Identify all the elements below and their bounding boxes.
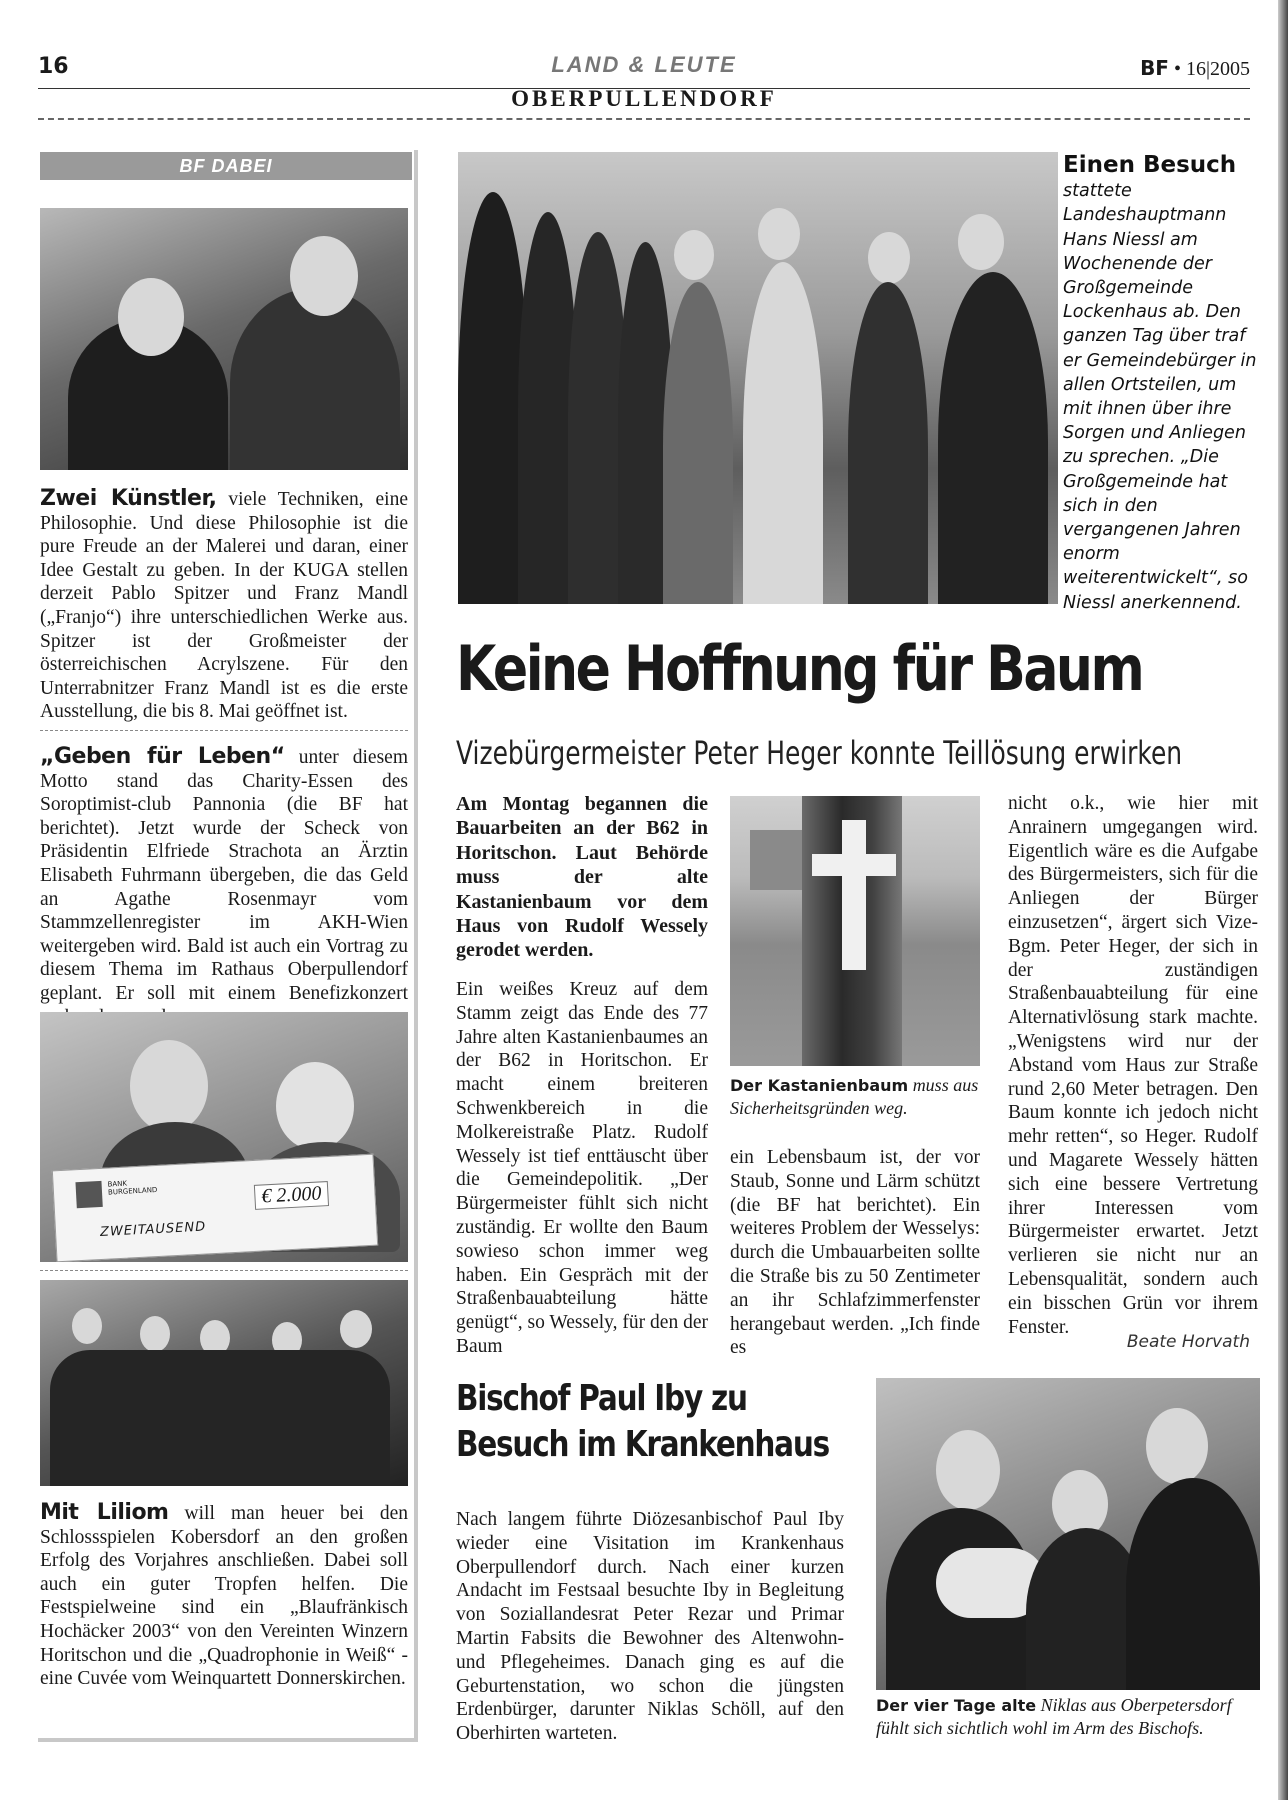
sidebar-divider: [40, 730, 408, 731]
article-intro: Am Montag begannen die Bauarbeiten an der B62 in Horitschon. Laut Behörde muss der alte Kastanienbaum vor dem Haus von Rudolf Wessely gerodet werden.: [456, 793, 708, 962]
byline: Beate Horvath: [1126, 1332, 1250, 1352]
article2-headline: [456, 1376, 829, 1468]
liliom-text: will man heuer bei den Schlossspielen Kobersdorf an den großen Erfolg des Vorjahres anschließen. Dabei soll auch ein guter Tropfen helfen. Die Festspielweine sind ein „Blaufränkisch Hochäcker 2003“ von den Vereinten Winzern Horitschon und die „Quadrophonie in Weiß“ - eine Cuvée vom Weinquartett Donnerskirchen.: [40, 1503, 408, 1690]
rubric-title: LAND & LEUTE: [551, 52, 737, 77]
article-subhead: Vizebürgermeister Peter Heger konnte Teillösung erwirken: [456, 734, 1183, 772]
issue-info: [1140, 56, 1250, 81]
check-photo: [40, 1012, 408, 1262]
article2-body: Nach langem führte Diözesanbischof Paul Iby wieder eine Visitation im Krankenhaus Oberpullendorf durch. Nach einer kurzen Andacht im Festsaal besuchte Iby in Begleitung von Soziallandesrat Peter Rezar und Primar Martin Fabsits die Bewohner des Altenwohn- und Pflegeheimes. Danach ging es auf die Geburtenstation, wo schon die jüngsten Erdenbürger, darunter Niklas Schöll, auf den Oberhirten warteten.: [456, 1509, 844, 1745]
page-binding-shadow: [1278, 0, 1288, 1800]
artists-text: viele Techniken, eine Philosophie. Und diese Philosophie ist die pure Freude an der Malerei und daran, einer Idee Gestalt zu geben. In der KUGA stellen derzeit Pablo Spitzer und Franz Mandl („Franjo“) ihre unterschiedlichen Werke aus. Spitzer ist der Großmeister der österreichischen Acrylszene. Für den Unterrabnitzer Franz Mandl ist es die erste Ausstellung, die bis 8. Mai geöffnet ist.: [40, 489, 408, 723]
publication-name: BF: [1140, 56, 1169, 80]
page-number: 16: [38, 54, 69, 79]
liliom-lead: Mit Liliom: [40, 1500, 169, 1525]
hero-photo: [458, 152, 1058, 604]
check-amount: € 2.000: [254, 1181, 329, 1210]
wine-photo: [40, 1280, 408, 1486]
hero-caption-lead: Einen Besuch: [1063, 152, 1237, 178]
bank-logo-icon: [75, 1181, 102, 1208]
article2-headline-line2: Besuch im Krankenhaus: [456, 1424, 829, 1465]
charity-text: unter diesem Motto stand das Charity-Essen des Soroptimist-club Pannonia (die BF hat berichtet). Jetzt wurde der Scheck von Präsidentin Elfriede Strachota an Ärztin Elisabeth Fuhrmann übergeben, die das Geld an Agathe Rosenmayr vom Stammzellenregister im AKH-Wien weitergeben wird. Bald ist auch ein Vortrag zu diesem Thema im Rathaus Oberpullendorf geplant. Er soll mit einem Benefizkonzert: [40, 747, 408, 1004]
issue-number: 16|2005: [1185, 58, 1250, 80]
artists-photo: [40, 208, 408, 470]
tree-caption-text: muss aus Sicherheitsgründen weg.: [730, 1075, 979, 1118]
article-column-2: ein Lebensbaum ist, der vor Staub, Sonne und Lärm schützt (die BF hat berichtet). Ein weiteres Problem der Wesselys: durch die Umbauarbeiten sollte die Straße bis zu 50 Zentimeter an ihr Schlafzimmerfenster herangebaut werden. „Ich finde es: [730, 1147, 980, 1359]
bishop-photo: [876, 1378, 1260, 1690]
bank-name: BANK BURGENLAND: [107, 1179, 158, 1197]
check: [52, 1154, 378, 1262]
artists-item: [40, 486, 408, 724]
hero-caption-text: stattete Landeshauptmann Hans Niessl am Wochenende der Großgemeinde Lockenhaus ab. Den ganzen Tag über traf er Gemeindebürger in allen Ortsteilen, um mit ihnen über ihre Sorgen und Anliegen zu sprechen. „Die Großgemeinde hat sich in den vergangenen Jahren enorm weiterentwickelt“, so Niessl anerkennend.: [1063, 181, 1257, 613]
bishop-caption: [876, 1694, 1260, 1740]
hero-caption: [1063, 152, 1263, 613]
sidebar-divider-2: [40, 1270, 408, 1271]
bishop-caption-text: Niklas aus Oberpetersdorf fühlt sich sichtlich wohl im Arm des Bischofs.: [876, 1695, 1232, 1738]
article2-headline-line1: Bischof Paul Iby zu: [456, 1378, 747, 1419]
liliom-item: [40, 1500, 408, 1691]
sidebar-label: BF DABEI: [40, 152, 412, 180]
article-column-3: nicht o.k., wie hier mit Anrainern umgegangen wird. Eigentlich wäre es die Aufgabe des Bürgermeisters, sich für die Anliegen der Bürger einzusetzen“, ärgert sich Vize-Bgm. Peter Heger, der sich in der zuständigen Straßenbauabteilung für eine Alternativlösung stark machte. „Wenigstens wird nur der Abstand vom Haus zur Straße rund 2,60 Meter betragen. Den Baum konnte ich jedoch nicht mehr retten“, so Heger. Rudolf und Magarete Wessely hätten sich eine bessere Vertretung ihrer Interessen vom Bürgermeister erwartet. Jetzt verlieren sie nicht nur an Lebensqualität, sondern auch ein bisschen Grün vor ihrem Fenster.: [1008, 793, 1258, 1338]
charity-lead: „Geben für Leben“: [40, 744, 285, 769]
artists-lead: Zwei Künstler,: [40, 486, 217, 511]
bullet: •: [1173, 58, 1181, 80]
tree-caption: [730, 1074, 980, 1120]
charity-item: [40, 744, 408, 1029]
article-column-1: Ein weißes Kreuz auf dem Stamm zeigt das Ende des 77 Jahre alten Kastanienbaumes an der B62 in Horitschon. Er macht einem breiteren Schwenkbereich in die Molkereistraße Platz. Rudolf Wessely ist tief enttäuscht über die Gemeindepolitik. „Der Bürgermeister fühlt sich nicht zuständig. Er wollte den Baum sowieso schon immer weg haben. Ein Gespräch mit der Straßenbauabteilung hätte genügt“, so Wessely, für den der Baum: [456, 979, 708, 1357]
tree-photo: [730, 796, 980, 1066]
header-dashed-rule: [38, 118, 1250, 120]
section-title: OBERPULLENDORF: [511, 86, 777, 111]
check-amount-words: ZWEITAUSEND: [99, 1219, 207, 1241]
tree-caption-lead: Der Kastanienbaum: [730, 1076, 909, 1095]
article-headline: Keine Hoffnung für Baum: [456, 632, 1143, 705]
bishop-caption-lead: Der vier Tage alte: [876, 1696, 1037, 1715]
